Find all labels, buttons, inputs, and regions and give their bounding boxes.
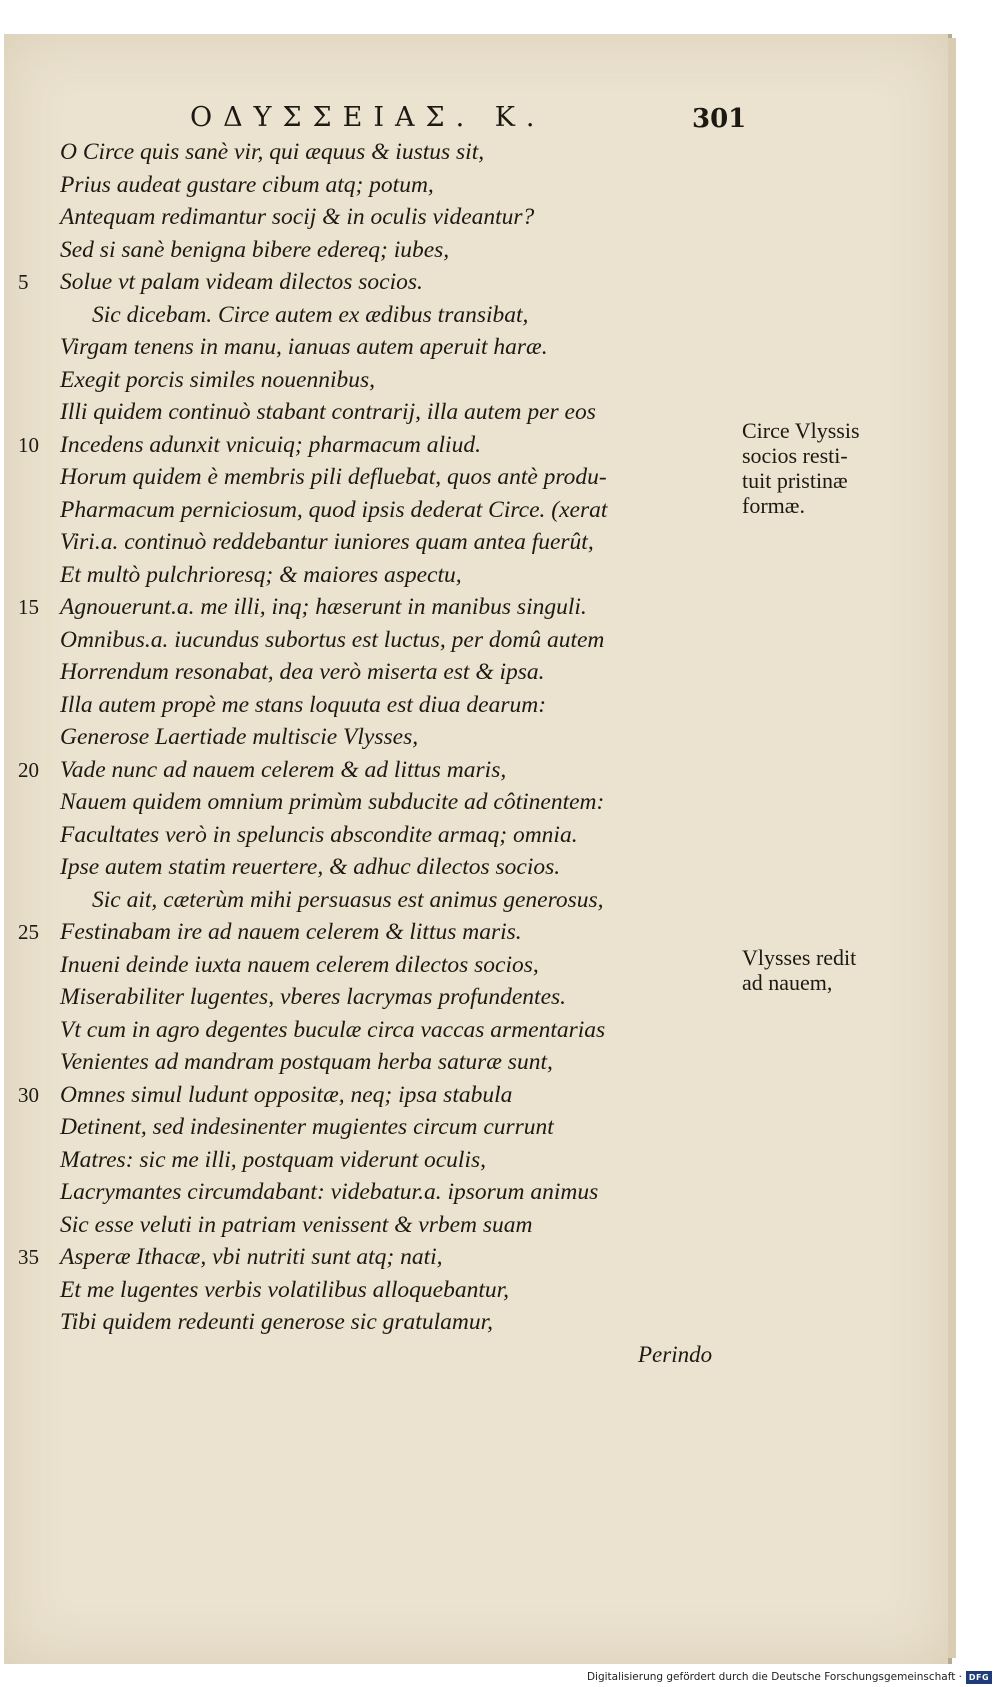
verse-block [0,136,735,1339]
line-number: 35 [18,1245,39,1269]
verse-line [0,1176,735,1209]
verse-line [0,1111,735,1144]
verse-line [0,819,735,852]
verse-text: Sed si sanè benigna bibere edereq; iubes, [60,236,450,263]
verse-text: Sic ait, cæterùm mihi persuasus est animus generosus, [92,886,604,913]
verse-text: Nauem quidem omnium primùm subducite ad côtinentem: [60,789,605,815]
verse-line [0,331,735,364]
verse-text: Sic esse veluti in patriam venissent & vrbem suam [60,1211,533,1238]
verse-line [0,494,735,527]
page-edge [948,38,956,1658]
verse-line [0,526,735,559]
verse-line [0,721,735,754]
marginal-note-2: Vlysses redit ad nauem, [742,945,857,995]
verse-line [0,461,735,494]
verse-line [0,136,735,169]
verse-text: Antequam redimantur socij & in oculis videantur? [60,204,535,230]
verse-line [0,786,735,819]
verse-text: Pharmacum perniciosum, quod ipsis dederat Circe. (xerat [60,496,608,523]
verse-line [0,234,735,267]
verse-line [0,364,735,397]
verse-text: Sic dicebam. Circe autem ex ædibus transibat, [92,301,529,328]
verse-line [0,1046,735,1079]
verse-line [0,396,735,429]
verse-line [0,656,735,689]
verse-line [0,1241,735,1274]
line-number: 30 [18,1082,39,1107]
verse-line [0,299,735,332]
line-number: 20 [18,757,39,782]
verse-text: Virgam tenens in manu, ianuas autem aperuit haræ. [60,334,548,360]
verse-text: Inueni deinde iuxta nauem celerem dilectos socios, [60,951,539,978]
verse-text: Lacrymantes circumdabant: videbatur.a. ipsorum animus [60,1179,599,1205]
verse-text: Asperæ Ithacæ, vbi nutriti sunt atq; nati, [60,1244,443,1270]
verse-line [0,754,735,787]
verse-line [0,429,735,462]
verse-text: Festinabam ire ad nauem celerem & littus maris. [60,919,522,945]
verse-line [0,981,735,1014]
line-number: 5 [18,270,29,294]
verse-text: Omnes simul ludunt oppositæ, neq; ipsa stabula [60,1081,513,1108]
verse-text: Venientes ad mandram postquam herba saturæ sunt, [60,1049,553,1075]
verse-text: Tibi quidem redeunti generose sic gratulamur, [60,1309,493,1335]
marginal-note-1: Circe Vlyssis socios resti- tuit pristinæ formæ. [742,418,860,518]
verse-line [0,949,735,982]
verse-line [0,624,735,657]
verse-line [0,1014,735,1047]
line-number: 25 [18,920,39,944]
running-head: ΟΔΥΣΣΕΙΑΣ. Κ. [190,102,546,133]
verse-line [0,1144,735,1177]
verse-line [0,1079,735,1112]
verse-line [0,266,735,299]
verse-line [0,884,735,917]
verse-line [0,169,735,202]
funding-credit: Digitalisierung gefördert durch die Deutsche Forschungsgemeinschaft · [586,1671,962,1683]
verse-text: Illa autem propè me stans loquuta est diua dearum: [60,691,547,718]
verse-text: Vt cum in agro degentes buculæ circa vaccas armentarias [60,1016,606,1043]
line-number: 15 [18,595,39,619]
verse-line [0,591,735,624]
page-number: 301 [692,104,747,134]
verse-text: Illi quidem continuò stabant contrarij, illa autem per eos [60,399,596,425]
verse-text: Miserabiliter lugentes, vberes lacrymas profundentes. [60,984,567,1010]
verse-text: Matres: sic me illi, postquam viderunt oculis, [60,1146,486,1173]
verse-text: Incedens adunxit vnicuiq; pharmacum aliud. [60,431,481,458]
verse-line [0,916,735,949]
line-number: 10 [18,432,39,457]
verse-line [0,559,735,592]
verse-text: Et me lugentes verbis volatilibus alloquebantur, [60,1276,510,1303]
verse-text: Vade nunc ad nauem celerem & ad littus maris, [60,756,507,783]
verse-line [0,201,735,234]
verse-text: Solue vt palam videam dilectos socios. [60,269,423,295]
verse-line [0,1209,735,1242]
verse-text: O Circe quis sanè vir, qui æquus & iustus sit, [60,139,485,165]
verse-text: Horrendum resonabat, dea verò miserta est & ipsa. [60,659,545,685]
catchword: Perindo [638,1342,713,1367]
verse-text: Ipse autem statim reuertere, & adhuc dilectos socios. [60,854,561,880]
verse-line [0,1306,735,1339]
verse-line [0,1274,735,1307]
verse-line [0,689,735,722]
verse-text: Generose Laertiade multiscie Vlysses, [60,724,419,750]
verse-text: Facultates verò in speluncis abscondite armaq; omnia. [60,821,578,848]
verse-text: Exegit porcis similes nouennibus, [60,366,376,393]
verse-line [0,851,735,884]
verse-text: Et multò pulchrioresq; & maiores aspectu, [60,561,462,588]
verse-text: Omnibus.a. iucundus subortus est luctus, per domû autem [60,626,605,653]
verse-text: Viri.a. continuò reddebantur iuniores quam antea fuerût, [60,529,594,555]
verse-text: Detinent, sed indesinenter mugientes circum currunt [60,1114,554,1140]
verse-text: Horum quidem è membris pili defluebat, quos antè produ- [60,464,607,490]
verse-text: Prius audeat gustare cibum atq; potum, [60,171,434,198]
dfg-logo-icon: DFG [966,1671,992,1684]
verse-text: Agnouerunt.a. me illi, inq; hæserunt in manibus singuli. [60,594,587,620]
